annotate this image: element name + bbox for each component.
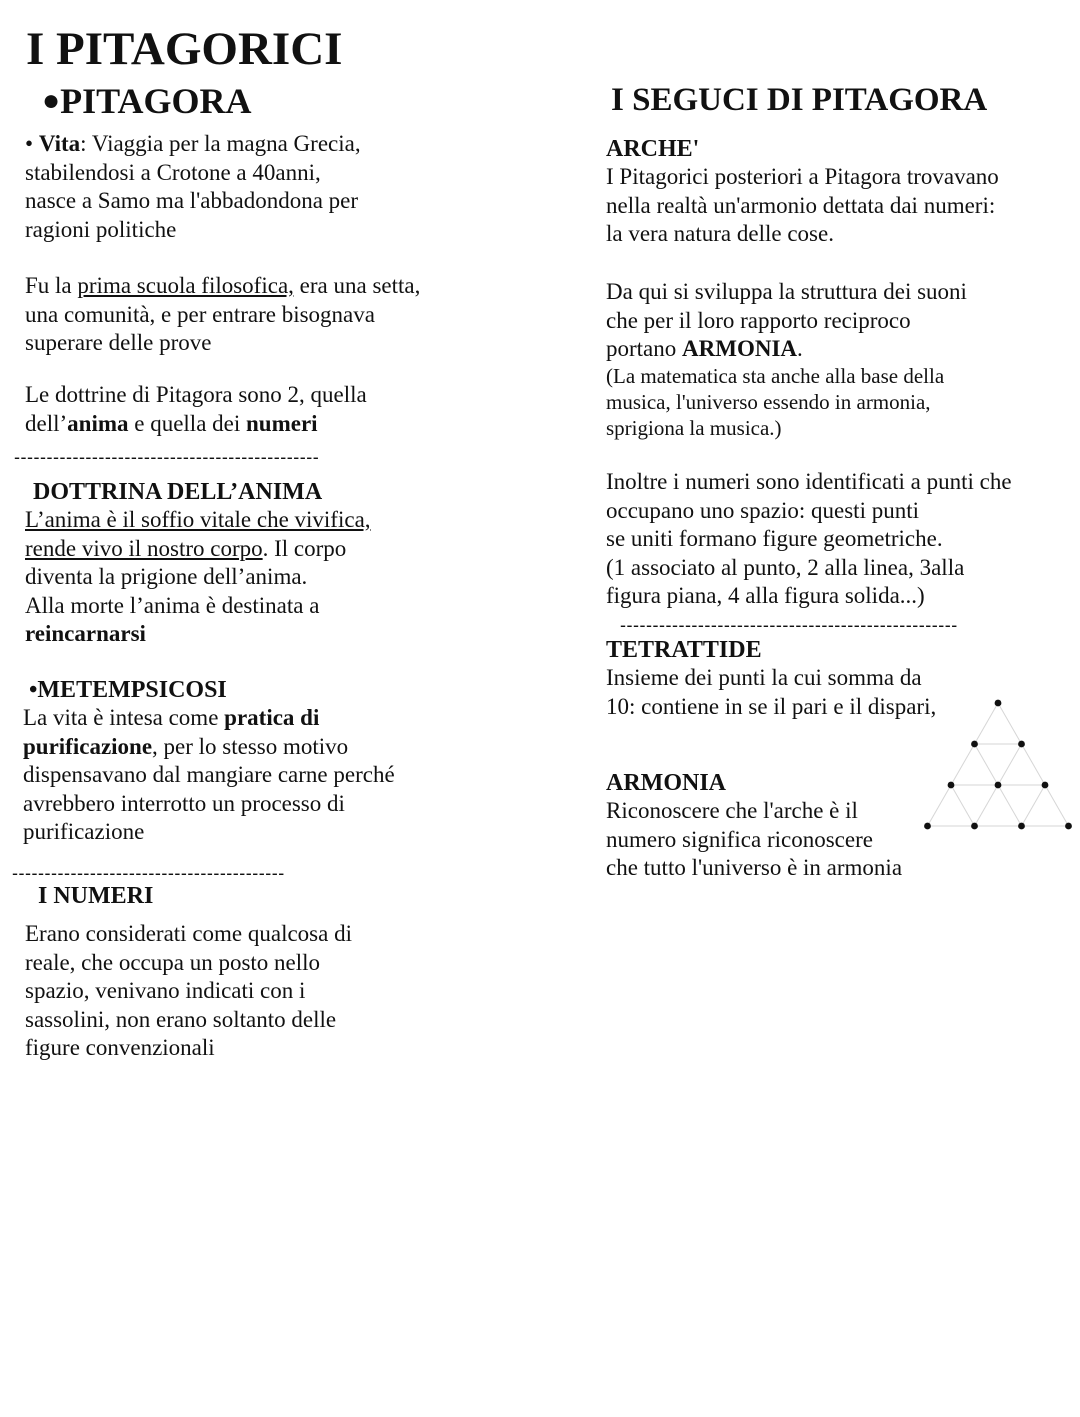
bullet-icon: ●: [42, 84, 61, 117]
tetractys-point: [995, 782, 1002, 789]
seguaci-heading: I SEGUCI DI PITAGORA: [611, 82, 988, 118]
tetractys-line: [998, 703, 1022, 744]
tetractys-line: [975, 785, 999, 826]
arche-paragraph: I Pitagorici posteriori a Pitagora trovavano nella realtà un'armonio dettata dai numeri: la vera natura delle cose.: [606, 164, 999, 246]
tetractys-line: [1022, 785, 1046, 826]
tetrattide-paragraph: Insieme dei punti la cui somma da 10: contiene in se il pari e il dispari,: [606, 665, 937, 719]
tetractys-line: [928, 785, 952, 826]
bullet-icon: •: [25, 131, 34, 156]
tetractys-line: [951, 744, 975, 785]
armonia-paragraph: Riconoscere che l'arche è il numero significa riconoscere che tutto l'universo è in armonia: [606, 798, 903, 880]
tetractys-point: [971, 741, 978, 748]
tetractys-line: [975, 703, 999, 744]
tetractys-point: [948, 782, 955, 789]
tetractys-point: [924, 823, 931, 830]
tetractys-line: [1045, 785, 1069, 826]
tetractys-point: [995, 700, 1002, 707]
tetractys-point: [1018, 823, 1025, 830]
numeri-heading: I NUMERI: [38, 883, 154, 909]
suoni-note: (La matematica sta anche alla base della musica, l'universo essendo in armonia, sprigiona la musica.): [606, 364, 945, 440]
section-divider: -----------------------------------------------: [14, 448, 320, 466]
tetractys-point: [1065, 823, 1072, 830]
page-title: I PITAGORICI: [26, 23, 343, 75]
tetractys-line: [1022, 744, 1046, 785]
suoni-paragraph: Da qui si sviluppa la struttura dei suoni che per il loro rapporto reciproco portano ARMONIA.: [606, 279, 967, 361]
tetractys-point: [971, 823, 978, 830]
tetractys-line: [975, 744, 999, 785]
dottrina-anima-heading: DOTTRINA DELL’ANIMA: [33, 479, 323, 505]
tetractys-line: [998, 744, 1022, 785]
numeri-paragraph: Erano considerati come qualcosa di reale, che occupa un posto nello spazio, venivano indicati con i sassolini, non erano soltanto delle figure convenzionali: [25, 921, 352, 1060]
dottrina-anima-paragraph: L’anima è il soffio vitale che vivifica, rende vivo il nostro corpo. Il corpo diventa la prigione dell’anima. Alla morte l’anima è destinata a reincarnarsi: [25, 507, 371, 646]
pitagora-heading: ●PITAGORA: [42, 81, 252, 121]
tetractys-diagram: [910, 690, 1080, 840]
arche-heading: ARCHE': [606, 136, 700, 162]
tetrattide-heading: TETRATTIDE: [606, 637, 762, 663]
bullet-icon: •: [29, 677, 38, 703]
scuola-paragraph: Fu la prima scuola filosofica, era una setta, una comunità, e per entrare bisognava superare delle prove: [25, 273, 421, 355]
tetractys-point: [1018, 741, 1025, 748]
vita-paragraph: • Vita: Viaggia per la magna Grecia, stabilendosi a Crotone a 40anni, nasce a Samo ma l'abbadondona per ragioni politiche: [25, 131, 361, 242]
tetractys-line: [951, 785, 975, 826]
tetractys-point: [1042, 782, 1049, 789]
section-divider: ----------------------------------------------------: [620, 616, 958, 634]
metempsicosi-heading: •METEMPSICOSI: [29, 677, 227, 703]
metempsicosi-paragraph: La vita è intesa come pratica di purificazione, per lo stesso motivo dispensavano dal mangiare carne perché avrebbero interrotto un processo di purificazione: [23, 705, 395, 844]
armonia-heading: ARMONIA: [606, 770, 726, 796]
punti-paragraph: Inoltre i numeri sono identificati a punti che occupano uno spazio: questi punti se uniti formano figure geometriche. (1 associato al punto, 2 alla linea, 3alla figura piana, 4 alla figura solida...): [606, 469, 1012, 608]
tetractys-line: [998, 785, 1022, 826]
dottrine-paragraph: Le dottrine di Pitagora sono 2, quella dell’anima e quella dei numeri: [25, 382, 367, 436]
section-divider: ------------------------------------------: [12, 864, 285, 882]
